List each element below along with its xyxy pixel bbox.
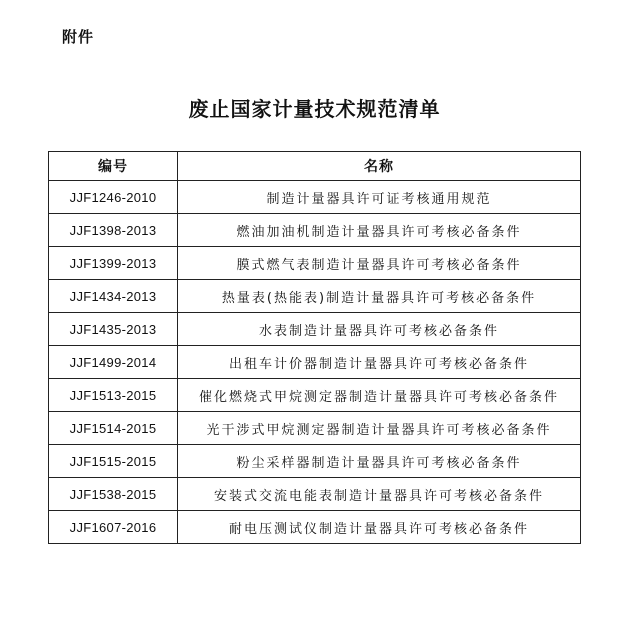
spec-code: JJF1435-2013	[49, 313, 178, 346]
spec-name: 耐电压测试仪制造计量器具许可考核必备条件	[178, 511, 581, 544]
spec-code: JJF1513-2015	[49, 379, 178, 412]
table-row	[49, 280, 581, 313]
spec-name: 膜式燃气表制造计量器具许可考核必备条件	[178, 247, 581, 280]
table-row	[49, 379, 581, 412]
table-header-row	[49, 152, 581, 181]
spec-code: JJF1398-2013	[49, 214, 178, 247]
document-title: 废止国家计量技术规范清单	[188, 97, 441, 121]
table-row	[49, 478, 581, 511]
abolished-specs-table	[48, 151, 581, 544]
spec-code: JJF1515-2015	[49, 445, 178, 478]
table-row	[49, 181, 581, 214]
table-row	[49, 214, 581, 247]
spec-name: 出租车计价器制造计量器具许可考核必备条件	[178, 346, 581, 379]
spec-code: JJF1514-2015	[49, 412, 178, 445]
spec-name: 热量表(热能表)制造计量器具许可考核必备条件	[178, 280, 581, 313]
spec-code: JJF1399-2013	[49, 247, 178, 280]
spec-name: 粉尘采样器制造计量器具许可考核必备条件	[178, 445, 581, 478]
spec-name: 催化燃烧式甲烷测定器制造计量器具许可考核必备条件	[178, 379, 581, 412]
spec-name: 水表制造计量器具许可考核必备条件	[178, 313, 581, 346]
table-row	[49, 346, 581, 379]
table-row	[49, 445, 581, 478]
attachment-label: 附件	[62, 28, 95, 46]
spec-code: JJF1607-2016	[49, 511, 178, 544]
spec-name: 光干涉式甲烷测定器制造计量器具许可考核必备条件	[178, 412, 581, 445]
table-row	[49, 313, 581, 346]
spec-name: 制造计量器具许可证考核通用规范	[178, 181, 581, 214]
spec-code: JJF1499-2014	[49, 346, 178, 379]
spec-name: 燃油加油机制造计量器具许可考核必备条件	[178, 214, 581, 247]
table-row	[49, 247, 581, 280]
spec-code: JJF1246-2010	[49, 181, 178, 214]
spec-name: 安装式交流电能表制造计量器具许可考核必备条件	[178, 478, 581, 511]
table-row	[49, 412, 581, 445]
header-code: 编号	[49, 152, 178, 181]
spec-code: JJF1538-2015	[49, 478, 178, 511]
spec-code: JJF1434-2013	[49, 280, 178, 313]
table-row	[49, 511, 581, 544]
header-name: 名称	[178, 152, 581, 181]
